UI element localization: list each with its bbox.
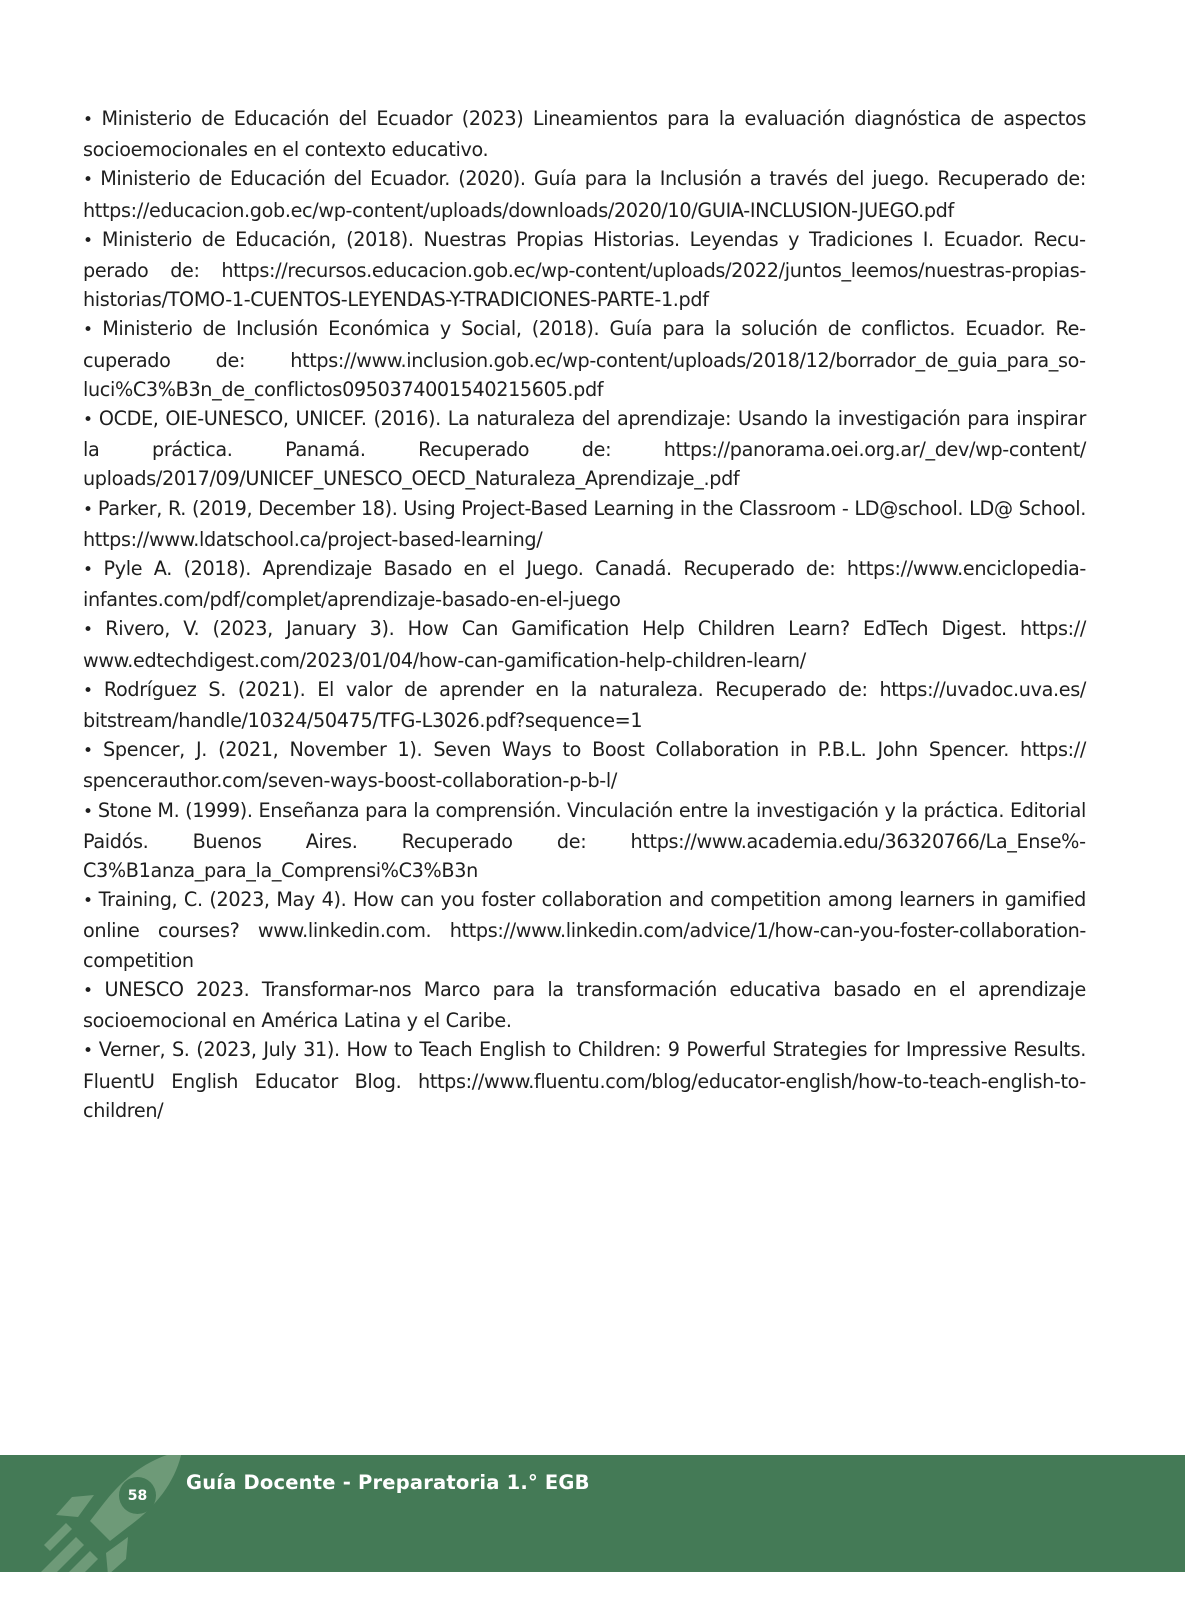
bullet-icon: • — [83, 891, 99, 912]
reference-item — [83, 225, 1086, 315]
reference-item — [83, 675, 1086, 735]
reference-text: Ministerio de Inclusión Económica y Social, (2018). Guía para la solución de conflictos. Ecuador. Recuperado de: https://www.inclusion.gob.ec/wp-content/uploads/2018/12/borrador_de_guia_para_soluci%C3%B3n_de_conflictos0950374001540215605.pdf — [83, 317, 1086, 401]
bullet-icon: • — [83, 320, 103, 341]
reference-item — [83, 796, 1086, 886]
footer-title: Guía Docente - Preparatoria 1.° EGB — [186, 1471, 590, 1494]
reference-item — [83, 404, 1086, 494]
reference-text: Ministerio de Educación del Ecuador. (2020). Guía para la Inclusión a través del juego. Recuperado de: https://educacion.gob.ec/wp-content/uploads/downloads/2020/10/GUIA-INCLUSION-JUEGO.pdf — [83, 167, 1086, 222]
bullet-icon: • — [83, 410, 99, 431]
reference-item — [83, 614, 1086, 674]
reference-item — [83, 885, 1086, 975]
page-number-badge — [119, 1477, 156, 1514]
bullet-icon: • — [83, 1041, 99, 1062]
bullet-icon: • — [83, 560, 104, 581]
page-footer — [0, 1455, 1185, 1572]
reference-item — [83, 975, 1086, 1035]
reference-item — [83, 554, 1086, 614]
reference-text: UNESCO 2023. Transformar-nos Marco para la transformación educativa basado en el aprendizaje socioemocional en América Latina y el Caribe. — [83, 977, 1087, 1033]
reference-text: Ministerio de Educación, (2018). Nuestras Propias Historias. Leyendas y Tradiciones I. Ecuador. Recuperado de: https://recursos.educacion.gob.ec/wp-content/uploads/2022/juntos_leemos/nuestras-propias-historias/TOMO-1-CUENTOS-LEYENDAS-Y-TRADICIONES-PARTE-1.pdf — [83, 227, 1086, 312]
bullet-icon: • — [83, 980, 105, 1001]
reference-item — [83, 164, 1086, 224]
reference-list — [83, 104, 1086, 1125]
reference-text: Training, C. (2023, May 4). How can you foster collaboration and competition among learners in gamified online courses? www.linkedin.com. https://www.linkedin.com/advice/1/how-can-you-foster-collaboration-competition — [83, 888, 1086, 972]
reference-item — [83, 104, 1086, 164]
reference-text: Parker, R. (2019, December 18). Using Project-Based Learning in the Classroom - LD@school. LD@ School. https://www.ldatschool.ca/project-based-learning/ — [83, 496, 1086, 551]
reference-item — [83, 735, 1086, 795]
reference-text: Rodríguez S. (2021). El valor de aprender en la naturaleza. Recuperado de: https://uvadoc.uva.es/ bitstream/handle/10324/50475/TFG-L3026.pdf?sequence=1 — [83, 677, 1086, 733]
bullet-icon: • — [83, 110, 102, 130]
reference-item — [83, 1035, 1086, 1125]
bullet-icon: • — [83, 499, 98, 520]
reference-text: Pyle A. (2018). Aprendizaje Basado en el Juego. Canadá. Recuperado de: https://www.enciclopedia-infantes.com/pdf/complet/aprendizaje-basado-en-el-juego — [83, 557, 1086, 612]
reference-text: Stone M. (1999). Enseñanza para la comprensión. Vinculación entre la investigación y la práctica. Editorial Paidós. Buenos Aires. Recuperado de: https://www.academia.edu/36320766/La_Ense%C3%B1anza_para_la_Comprensi%C3%B3n — [83, 798, 1086, 883]
reference-item — [83, 494, 1086, 554]
rocket-icon — [32, 1455, 192, 1572]
reference-text: Verner, S. (2023, July 31). How to Teach English to Children: 9 Powerful Strategies for Impressive Results. FluentU English Educator Blog. https://www.fluentu.com/blog/educator-english/how-to-teach-english-to-children/ — [83, 1038, 1086, 1122]
reference-text: Ministerio de Educación del Ecuador (2023) Lineamientos para la evaluación diagnóstica de aspectos socioemocionales en el contexto educativo. — [83, 107, 1086, 162]
bullet-icon: • — [83, 170, 101, 191]
reference-text: OCDE, OIE-UNESCO, UNICEF. (2016). La naturaleza del aprendizaje: Usando la investigación para inspirar la práctica. Panamá. Recuperado de: https://panorama.oei.org.ar/_dev/wp-content/ uploads/2017/09/UNICEF_UNESCO_OECD_Naturaleza_Aprendizaje_.pdf — [83, 407, 1086, 491]
bullet-icon: • — [83, 620, 106, 641]
reference-text: Rivero, V. (2023, January 3). How Can Gamification Help Children Learn? EdTech Digest. https:// www.edtechdigest.com/2023/01/04/how-can-gamification-help-children-learn/ — [83, 617, 1086, 672]
bullet-icon: • — [83, 230, 102, 251]
reference-item — [83, 314, 1086, 404]
reference-text: Spencer, J. (2021, November 1). Seven Ways to Boost Collaboration in P.B.L. John Spencer. https:// spencerauthor.com/seven-ways-boost-collaboration-p-b-l/ — [83, 738, 1086, 793]
page-number: 58 — [127, 1487, 148, 1504]
bullet-icon: • — [83, 801, 98, 822]
bullet-icon: • — [83, 680, 104, 701]
bullet-icon: • — [83, 741, 104, 762]
